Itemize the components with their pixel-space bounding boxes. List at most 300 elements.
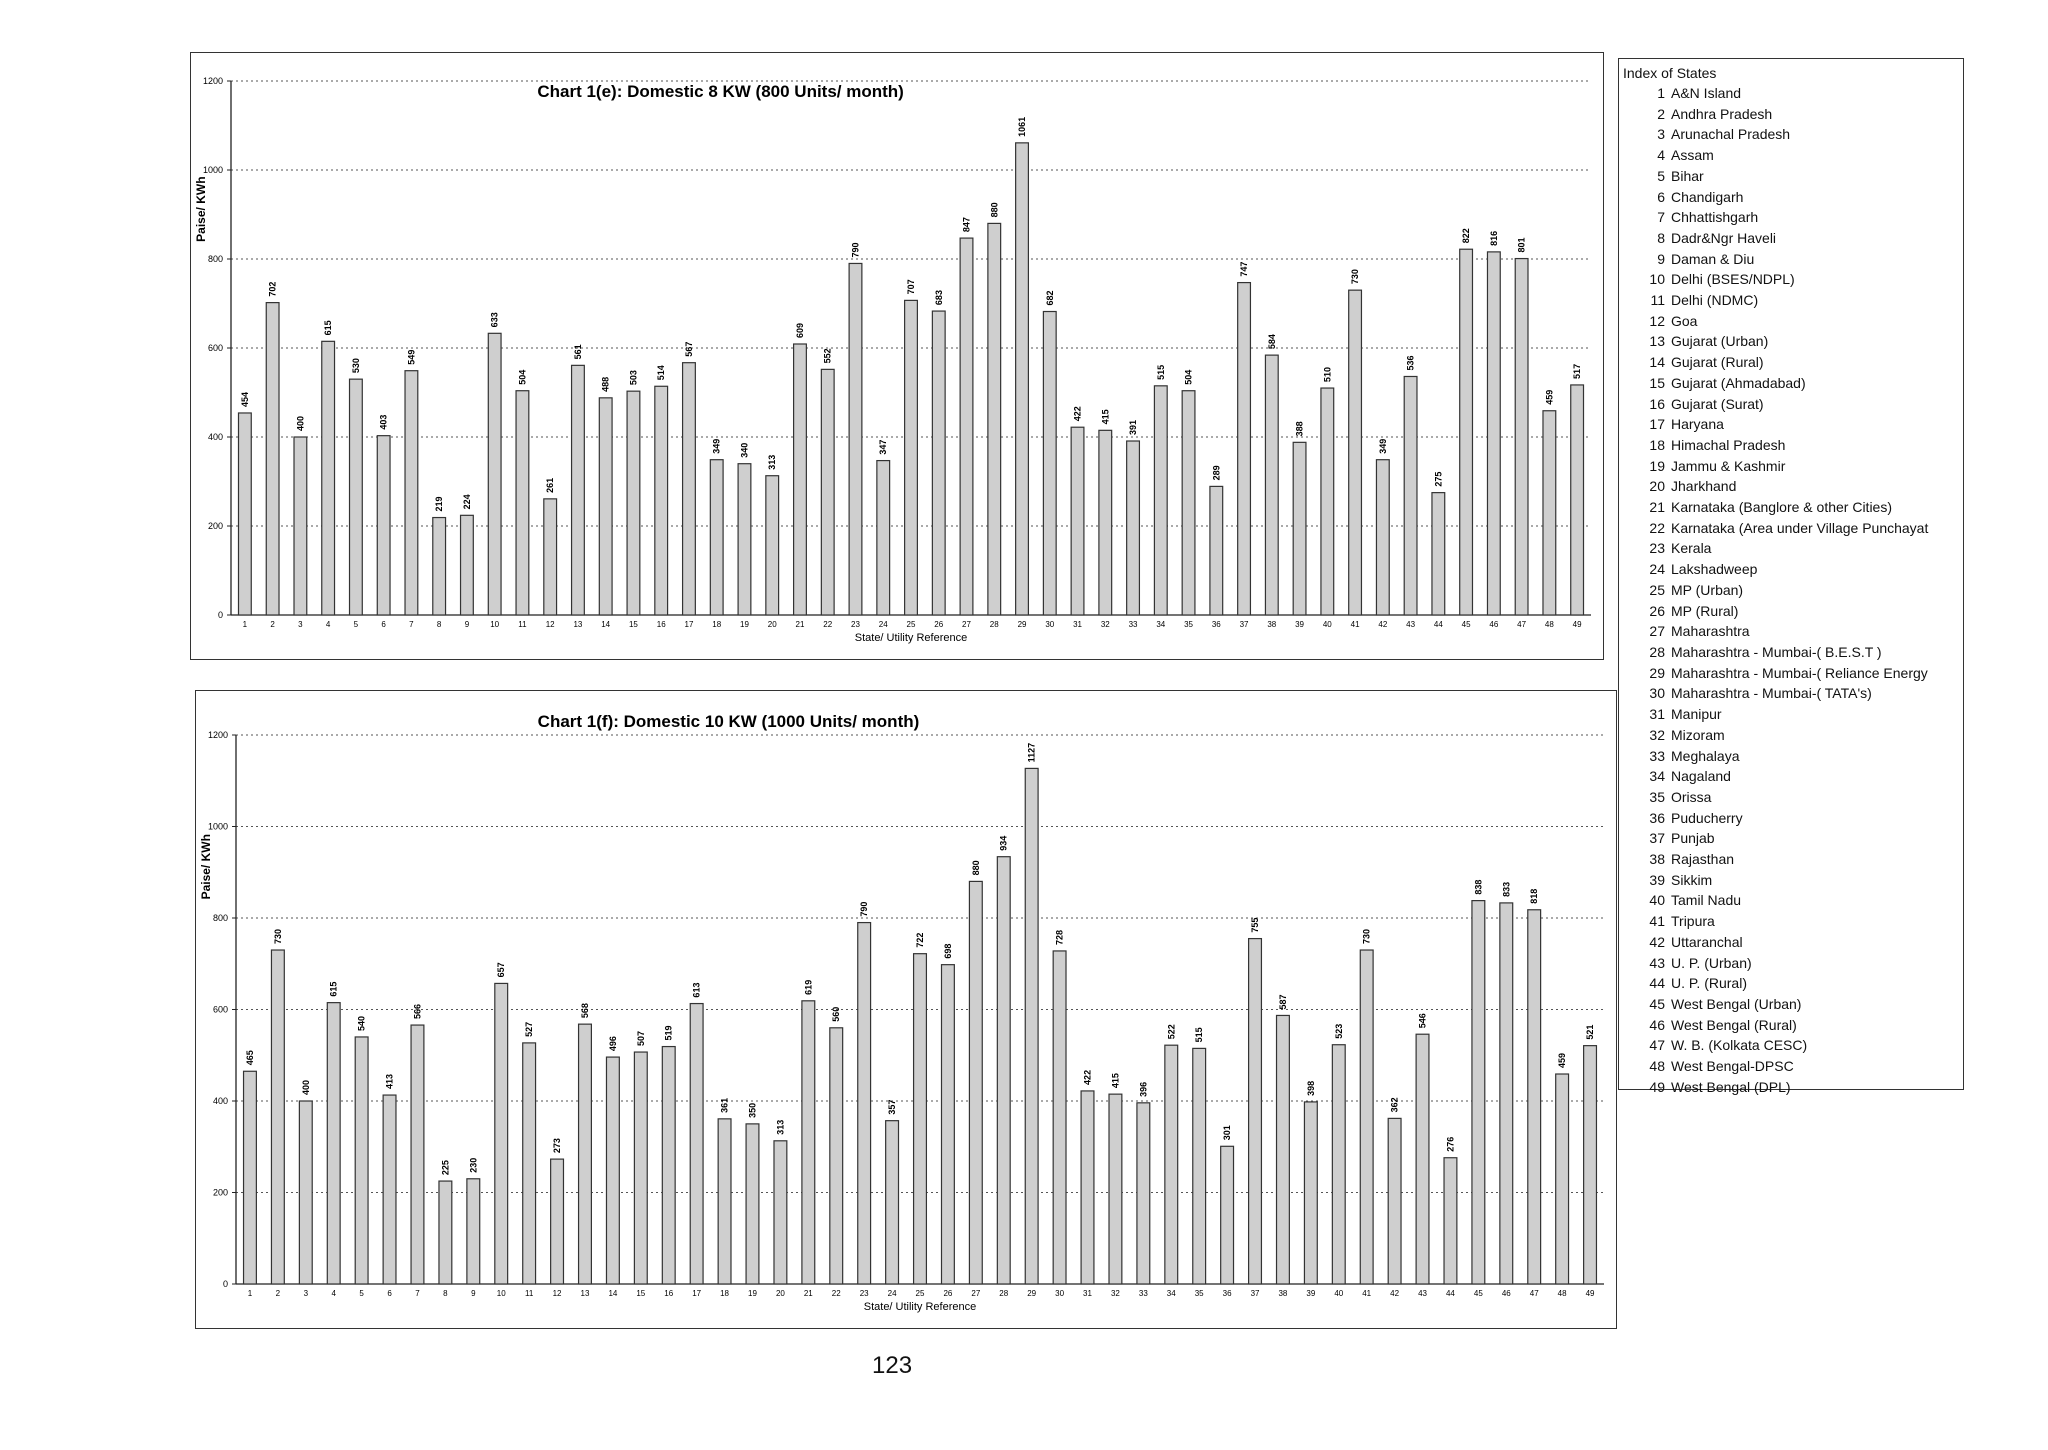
legend-item (1623, 1056, 1963, 1077)
data-label: 530 (350, 358, 361, 374)
x-tick-label: 14 (608, 1289, 618, 1298)
y-tick-label: 600 (207, 343, 223, 353)
legend-item (1623, 953, 1963, 974)
data-label: 275 (1433, 471, 1444, 487)
y-tick-label: 800 (207, 254, 223, 264)
x-tick-label: 32 (1110, 1289, 1120, 1298)
x-tick-label: 1 (242, 620, 248, 629)
bar (1556, 1074, 1569, 1284)
data-label: 515 (1194, 1027, 1205, 1043)
x-tick-label: 3 (298, 620, 303, 629)
bar (1081, 1091, 1094, 1284)
bar (1487, 252, 1500, 615)
data-label: 398 (1305, 1080, 1316, 1096)
legend-item-name: Tripura (1671, 913, 1715, 930)
legend-item-number: 37 (1649, 830, 1665, 847)
legend-item-number: 20 (1649, 478, 1665, 495)
x-tick-label: 4 (331, 1289, 336, 1298)
x-tick-label: 48 (1544, 620, 1554, 629)
data-label: 584 (1266, 334, 1277, 350)
x-tick-label: 29 (1017, 620, 1027, 629)
legend-item-name: Assam (1671, 147, 1714, 164)
x-tick-label: 32 (1100, 620, 1110, 629)
legend-item (1623, 890, 1963, 911)
legend-item (1623, 352, 1963, 373)
bar (1053, 951, 1066, 1284)
bar (1238, 283, 1251, 615)
x-tick-label: 7 (415, 1289, 420, 1298)
x-tick-label: 20 (775, 1289, 785, 1298)
data-label: 514 (656, 365, 667, 381)
legend-item (1623, 870, 1963, 891)
x-tick-label: 40 (1334, 1289, 1344, 1298)
x-tick-label: 46 (1501, 1289, 1511, 1298)
y-tick-label: 1200 (202, 76, 223, 86)
data-label: 523 (1333, 1023, 1344, 1039)
data-label: 454 (239, 391, 250, 407)
x-tick-label: 12 (552, 1289, 562, 1298)
bar (738, 464, 751, 615)
x-tick-label: 49 (1585, 1289, 1595, 1298)
legend-item-name: Puducherry (1671, 809, 1743, 826)
bar (439, 1181, 452, 1284)
legend-item-name: Himachal Pradesh (1671, 436, 1786, 453)
data-label: 833 (1501, 881, 1512, 897)
data-label: 362 (1389, 1097, 1400, 1113)
legend-item-number: 26 (1649, 602, 1665, 619)
legend-item-number: 17 (1649, 416, 1665, 433)
x-tick-label: 21 (795, 620, 805, 629)
legend-item-number: 1 (1657, 85, 1665, 101)
x-tick-label: 39 (1306, 1289, 1316, 1298)
x-tick-label: 47 (1517, 620, 1527, 629)
data-label: 349 (711, 438, 722, 454)
data-label: 422 (1082, 1069, 1093, 1085)
data-label: 347 (878, 439, 889, 455)
x-tick-label: 15 (628, 620, 638, 629)
data-label: 400 (295, 415, 306, 431)
legend-item (1623, 621, 1963, 642)
data-label: 567 (683, 341, 694, 357)
data-label: 219 (434, 496, 445, 512)
x-tick-label: 25 (906, 620, 916, 629)
bar (858, 923, 871, 1284)
bar (1127, 441, 1140, 615)
x-tick-label: 43 (1418, 1289, 1427, 1298)
bar (774, 1141, 787, 1284)
legend-item-name: West Bengal (Rural) (1671, 1016, 1797, 1033)
x-tick-label: 9 (464, 620, 470, 629)
x-tick-label: 47 (1529, 1289, 1539, 1298)
legend-item-number: 8 (1657, 229, 1665, 246)
bar (495, 983, 508, 1284)
data-label: 613 (691, 982, 702, 998)
data-label: 790 (859, 901, 870, 917)
y-tick-label: 600 (212, 1004, 228, 1015)
legend-item-name: West Bengal (Urban) (1671, 995, 1802, 1012)
legend-item-number: 36 (1649, 809, 1665, 826)
y-tick-label: 1000 (202, 165, 223, 175)
legend-item (1623, 290, 1963, 311)
bar (1221, 1146, 1234, 1284)
x-tick-label: 5 (353, 620, 359, 629)
data-label: 747 (1239, 261, 1250, 277)
bar (627, 391, 640, 615)
legend-item-number: 10 (1649, 271, 1665, 288)
page-number: 123 (872, 1352, 913, 1379)
legend-item-number: 27 (1649, 623, 1665, 640)
bar (849, 263, 862, 615)
bar (1154, 386, 1167, 615)
data-label: 546 (1417, 1013, 1428, 1029)
x-tick-label: 23 (859, 1289, 869, 1298)
x-tick-label: 14 (601, 620, 611, 629)
data-label: 847 (961, 217, 972, 233)
legend-item-name: Arunachal Pradesh (1671, 126, 1791, 143)
legend-item (1623, 808, 1963, 829)
legend-item-number: 30 (1649, 685, 1665, 702)
data-label: 400 (300, 1079, 311, 1095)
legend-item (1623, 642, 1963, 663)
bar (238, 413, 251, 615)
legend-item-name: Haryana (1671, 416, 1724, 433)
bar (1321, 388, 1334, 615)
x-tick-label: 22 (831, 1289, 841, 1298)
data-label: 566 (412, 1004, 423, 1020)
legend-item-number: 13 (1649, 333, 1665, 350)
x-tick-label: 6 (387, 1289, 392, 1298)
x-tick-label: 49 (1572, 620, 1582, 629)
legend-item-name: Sikkim (1671, 871, 1713, 888)
legend-item-name: Punjab (1671, 830, 1715, 847)
bar (244, 1071, 257, 1284)
bar (1571, 385, 1584, 615)
legend-item-name: Jharkhand (1671, 478, 1737, 495)
data-label: 396 (1138, 1081, 1149, 1097)
legend-item-name: Chhattishgarh (1671, 209, 1759, 226)
y-tick-label: 1200 (207, 730, 228, 740)
y-tick-label: 0 (217, 610, 223, 620)
data-label: 822 (1461, 228, 1472, 244)
legend-item-name: Uttaranchal (1671, 933, 1743, 950)
legend-item (1623, 746, 1963, 767)
x-tick-label: 7 (409, 620, 414, 629)
x-tick-label: 33 (1138, 1289, 1148, 1298)
bar (1182, 391, 1195, 615)
x-tick-label: 31 (1073, 620, 1082, 629)
x-tick-label: 2 (275, 1289, 281, 1298)
legend-item (1623, 538, 1963, 559)
data-label: 790 (850, 242, 861, 258)
bar (1265, 355, 1278, 615)
x-tick-label: 25 (915, 1289, 925, 1298)
legend-item-number: 2 (1657, 105, 1665, 122)
bar (997, 857, 1010, 1284)
bar (523, 1043, 536, 1284)
legend-item-number: 32 (1649, 726, 1665, 743)
legend-item-name: U. P. (Urban) (1671, 954, 1752, 971)
legend-item-name: Kerala (1671, 540, 1712, 557)
legend-item-number: 16 (1649, 395, 1665, 412)
data-label: 568 (579, 1003, 590, 1019)
legend-item-number: 28 (1649, 643, 1665, 660)
data-label: 224 (461, 494, 472, 510)
legend-item-number: 34 (1649, 768, 1665, 785)
bar (1543, 411, 1556, 615)
bar (766, 476, 779, 615)
legend-item-number: 43 (1649, 954, 1665, 971)
bar (905, 300, 918, 615)
x-tick-label: 29 (1027, 1289, 1037, 1298)
legend-item-number: 33 (1649, 747, 1665, 764)
x-tick-label: 37 (1239, 620, 1249, 629)
bar (886, 1121, 899, 1284)
legend-item (1623, 704, 1963, 725)
data-label: 415 (1100, 409, 1111, 425)
legend-item (1623, 166, 1963, 187)
x-axis-label: State/ Utility Reference (863, 1301, 977, 1313)
legend-item (1623, 973, 1963, 994)
x-tick-label: 3 (303, 1289, 309, 1298)
legend-item (1623, 331, 1963, 352)
legend-item (1623, 1035, 1963, 1056)
data-label: 880 (989, 202, 1000, 218)
data-label: 633 (489, 312, 500, 328)
legend-item-number: 14 (1649, 354, 1665, 371)
x-tick-label: 18 (720, 1289, 730, 1298)
data-label: 707 (906, 279, 916, 295)
bar (932, 311, 945, 615)
bar (599, 398, 612, 615)
x-tick-label: 44 (1445, 1289, 1455, 1298)
legend-item-number: 48 (1649, 1058, 1665, 1075)
bar (1515, 259, 1528, 615)
legend-item (1623, 683, 1963, 704)
legend-item-name: Daman & Diu (1671, 250, 1755, 267)
legend-item (1623, 414, 1963, 435)
bar (572, 365, 585, 615)
legend-item-number: 3 (1657, 126, 1665, 143)
x-tick-label: 39 (1295, 620, 1305, 629)
legend-item (1623, 911, 1963, 932)
bar (655, 386, 668, 615)
legend-item (1623, 228, 1963, 249)
legend-item (1623, 311, 1963, 332)
x-tick-label: 13 (573, 620, 583, 629)
legend-item (1623, 249, 1963, 270)
legend-item-number: 46 (1649, 1016, 1665, 1033)
legend-item (1623, 725, 1963, 746)
legend-item-number: 42 (1649, 933, 1665, 950)
x-tick-label: 21 (803, 1289, 813, 1298)
data-label: 536 (1405, 355, 1416, 371)
x-tick-label: 48 (1557, 1289, 1567, 1298)
bar (383, 1095, 396, 1284)
legend-item-name: Chandigarh (1671, 188, 1744, 205)
data-label: 391 (1128, 419, 1139, 436)
data-label: 522 (1166, 1024, 1177, 1040)
x-tick-label: 24 (878, 620, 888, 629)
x-tick-label: 38 (1267, 620, 1277, 629)
data-label: 755 (1250, 917, 1261, 933)
data-label: 313 (767, 454, 778, 470)
x-tick-label: 20 (767, 620, 777, 629)
legend-item-name: MP (Urban) (1671, 581, 1744, 598)
data-label: 527 (524, 1021, 535, 1037)
bar (271, 950, 284, 1284)
data-label: 702 (267, 281, 278, 297)
bar (322, 341, 335, 615)
data-label: 1061 (1017, 116, 1028, 137)
x-tick-label: 8 (443, 1289, 448, 1298)
x-tick-label: 30 (1055, 1289, 1065, 1298)
data-label: 503 (628, 370, 639, 386)
x-tick-label: 45 (1473, 1289, 1483, 1298)
legend-item-number: 45 (1649, 995, 1665, 1012)
x-tick-label: 2 (270, 620, 275, 629)
bar (1444, 1158, 1457, 1284)
legend-item-number: 5 (1657, 167, 1665, 184)
legend-item-name: Nagaland (1671, 768, 1731, 785)
data-label: 225 (440, 1160, 451, 1176)
x-tick-label: 44 (1433, 620, 1443, 629)
x-tick-label: 35 (1184, 620, 1194, 629)
x-tick-label: 5 (359, 1289, 364, 1298)
chart-1e-svg (191, 53, 1603, 659)
chart-1e (190, 52, 1604, 660)
x-tick-label: 40 (1322, 620, 1332, 629)
data-label: 403 (378, 414, 389, 430)
legend-item-name: A&N Island (1671, 85, 1742, 101)
data-label: 261 (545, 477, 556, 493)
data-label: 504 (1183, 369, 1194, 385)
data-label: 422 (1072, 406, 1083, 422)
legend-item-name: Karnataka (Area under Village Punchayat (1671, 519, 1929, 536)
bar (266, 303, 279, 615)
data-label: 587 (1277, 994, 1288, 1010)
data-label: 459 (1544, 389, 1555, 405)
bar (411, 1025, 424, 1284)
x-tick-label: 43 (1406, 620, 1416, 629)
bar (1016, 143, 1029, 615)
legend-item-number: 25 (1649, 581, 1665, 598)
bar (1304, 1102, 1317, 1284)
legend-item-name: Rajasthan (1671, 851, 1735, 868)
data-label: 561 (572, 344, 583, 360)
legend-item-number: 12 (1649, 312, 1665, 329)
bar (914, 954, 927, 1284)
legend-item-name: U. P. (Rural) (1671, 975, 1747, 992)
bar (941, 965, 954, 1284)
legend-item (1623, 207, 1963, 228)
legend-item-name: Manipur (1671, 706, 1722, 723)
legend-item (1623, 124, 1963, 145)
bar (1388, 1118, 1401, 1284)
legend-item-number: 24 (1649, 561, 1665, 578)
state-index-legend (1618, 58, 1964, 1095)
legend-item-number: 11 (1650, 292, 1665, 309)
data-label: 301 (1222, 1125, 1233, 1141)
legend-item-name: Maharashtra (1671, 623, 1750, 640)
x-tick-label: 4 (325, 620, 331, 629)
bar (877, 461, 890, 615)
x-tick-label: 28 (999, 1289, 1009, 1298)
data-label: 357 (887, 1099, 898, 1115)
data-label: 657 (496, 962, 507, 978)
legend-item (1623, 187, 1963, 208)
legend-item-number: 7 (1657, 209, 1665, 226)
data-label: 350 (747, 1102, 758, 1118)
bar (718, 1119, 731, 1284)
legend-item (1623, 1077, 1963, 1098)
y-tick-label: 400 (207, 432, 223, 442)
data-label: 276 (1445, 1136, 1456, 1152)
x-tick-label: 34 (1166, 1289, 1176, 1298)
x-tick-label: 45 (1461, 620, 1471, 629)
legend-title: Index of States (1623, 65, 1717, 81)
bar (1249, 939, 1262, 1284)
bar (1099, 430, 1112, 615)
legend-item (1623, 559, 1963, 580)
x-tick-label: 9 (471, 1289, 476, 1298)
x-tick-label: 31 (1083, 1289, 1092, 1298)
legend-item-name: Goa (1671, 312, 1698, 329)
data-label: 880 (970, 860, 981, 876)
legend-item-name: Lakshadweep (1671, 561, 1758, 578)
bar (794, 344, 807, 615)
legend-item-name: Gujarat (Surat) (1671, 395, 1764, 412)
bar (355, 1037, 368, 1284)
bar (690, 1004, 703, 1284)
bar (662, 1047, 675, 1284)
x-tick-label: 17 (684, 620, 694, 629)
x-tick-label: 36 (1211, 620, 1221, 629)
legend-item-name: Dadr&Ngr Haveli (1671, 229, 1777, 246)
bar (1404, 376, 1417, 615)
legend-item (1623, 601, 1963, 622)
x-tick-label: 16 (664, 1289, 674, 1298)
chart-title: Chart 1(f): Domestic 10 KW (1000 Units/ month) (537, 712, 920, 731)
legend-item-number: 31 (1649, 706, 1665, 723)
bar (579, 1024, 592, 1284)
bar (433, 518, 446, 615)
bar (327, 1003, 340, 1284)
legend-item-number: 38 (1649, 851, 1665, 868)
bar (988, 223, 1001, 615)
y-tick-label: 0 (222, 1279, 228, 1289)
legend-item (1623, 849, 1963, 870)
x-tick-label: 18 (712, 620, 722, 629)
data-label: 816 (1488, 230, 1499, 246)
bar (1025, 768, 1038, 1284)
x-tick-label: 17 (692, 1289, 702, 1298)
legend-item-name: Mizoram (1671, 726, 1725, 743)
legend-item-name: Karnataka (Banglore & other Cities) (1671, 499, 1892, 516)
legend-item-name: Bihar (1671, 167, 1704, 184)
legend-item-name: Maharashtra - Mumbai-( B.E.S.T ) (1671, 643, 1882, 660)
bar (551, 1159, 564, 1284)
x-tick-label: 8 (436, 620, 442, 629)
bar (1109, 1094, 1122, 1284)
x-tick-label: 15 (636, 1289, 646, 1298)
data-label: 340 (739, 442, 750, 458)
legend-item (1623, 518, 1963, 539)
x-tick-label: 26 (934, 620, 944, 629)
chart-title: Chart 1(e): Domestic 8 KW (800 Units/ month) (537, 82, 904, 101)
x-tick-label: 24 (887, 1289, 897, 1298)
legend-item (1623, 83, 1963, 104)
chart-1f-svg (196, 691, 1616, 1328)
